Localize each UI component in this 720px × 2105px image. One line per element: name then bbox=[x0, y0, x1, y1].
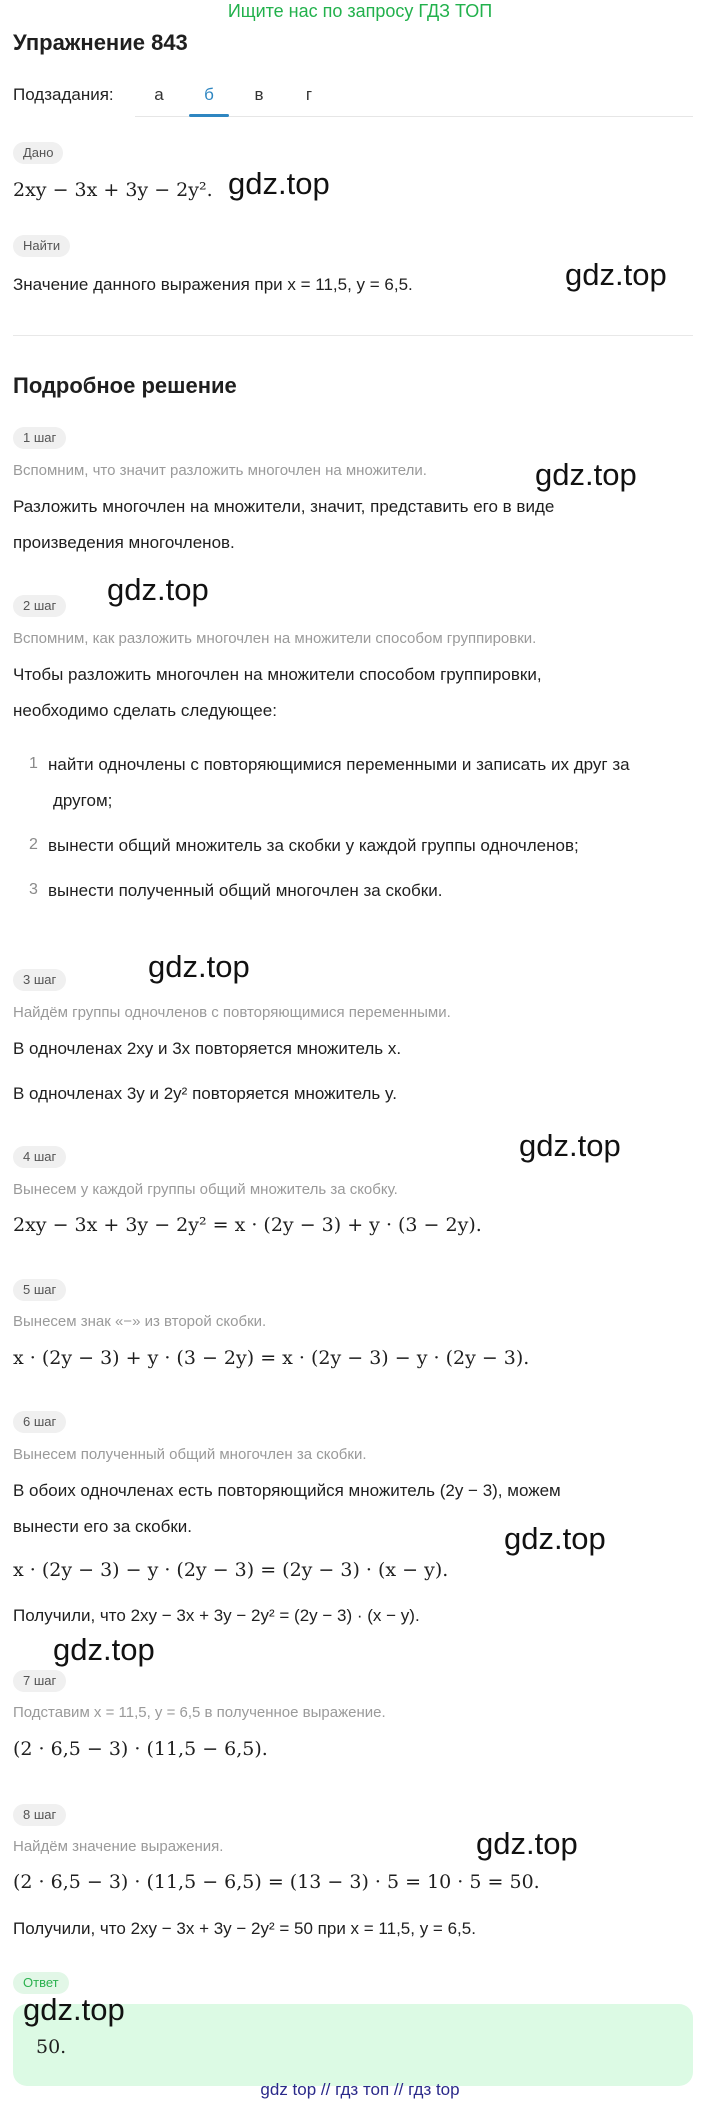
step-4-hint: Вынесем у каждой группы общий множитель за скобку. bbox=[13, 1181, 398, 1198]
step-8-badge: 8 шаг bbox=[13, 1804, 66, 1826]
list-number: 2 bbox=[29, 836, 38, 853]
given-expression: 2xy − 3x + 3y − 2y². bbox=[13, 179, 213, 201]
step-8-hint: Найдём значение выражения. bbox=[13, 1838, 224, 1855]
step-4-badge: 4 шаг bbox=[13, 1146, 66, 1168]
step-8-math: (2 · 6,5 − 3) · (11,5 − 6,5) = (13 − 3) · 5 = 10 · 5 = 50. bbox=[13, 1871, 540, 1893]
step-3-badge: 3 шаг bbox=[13, 969, 66, 991]
watermark: gdz.top bbox=[535, 457, 637, 492]
watermark: gdz.top bbox=[23, 1992, 125, 2027]
watermark: gdz.top bbox=[107, 572, 209, 607]
tab-b[interactable]: б bbox=[185, 74, 233, 116]
tab-a[interactable]: а bbox=[154, 85, 164, 104]
list-item-text: найти одночлены с повторяющимися переменными и записать их друг за bbox=[48, 755, 630, 774]
step-7-badge: 7 шаг bbox=[13, 1670, 66, 1692]
subtask-tabs bbox=[135, 74, 693, 117]
step-2-badge: 2 шаг bbox=[13, 595, 66, 617]
tab-g[interactable]: г bbox=[305, 85, 313, 104]
divider bbox=[13, 335, 693, 336]
step-1-hint: Вспомним, что значит разложить многочлен на множители. bbox=[13, 462, 427, 479]
tab-v[interactable]: в bbox=[254, 85, 264, 104]
step-6-hint: Вынесем полученный общий многочлен за скобки. bbox=[13, 1446, 367, 1463]
list-number: 1 bbox=[29, 755, 38, 772]
page-title: Упражнение 843 bbox=[13, 30, 188, 55]
step-5-hint: Вынесем знак «−» из второй скобки. bbox=[13, 1313, 267, 1330]
promo-banner[interactable]: Ищите нас по запросу ГДЗ ТОП bbox=[227, 1, 493, 21]
subtasks-label: Подзадания: bbox=[13, 85, 114, 104]
step-6-math: x · (2y − 3) − y · (2y − 3) = (2y − 3) · (x − y). bbox=[13, 1559, 449, 1581]
step-2-line-1: Чтобы разложить многочлен на множители способом группировки, bbox=[13, 665, 542, 684]
step-3-hint: Найдём группы одночленов с повторяющимися переменными. bbox=[13, 1004, 451, 1021]
list-item-text: вынести полученный общий многочлен за скобки. bbox=[48, 881, 443, 900]
step-3-line-2: В одночленах 3y и 2y² повторяется множитель y. bbox=[13, 1084, 397, 1103]
step-5-badge: 5 шаг bbox=[13, 1279, 66, 1301]
step-6-badge: 6 шаг bbox=[13, 1411, 66, 1433]
step-5-math: x · (2y − 3) + y · (3 − 2y) = x · (2y − 3) − y · (2y − 3). bbox=[13, 1347, 530, 1369]
step-7-math: (2 · 6,5 − 3) · (11,5 − 6,5). bbox=[13, 1738, 268, 1760]
watermark: gdz.top bbox=[148, 949, 250, 984]
given-badge: Дано bbox=[13, 142, 63, 164]
watermark: gdz.top bbox=[519, 1128, 621, 1163]
list-item-text: вынести общий множитель за скобки у каждой группы одночленов; bbox=[48, 836, 579, 855]
solution-title: Подробное решение bbox=[13, 373, 237, 398]
step-2-line-2: необходимо сделать следующее: bbox=[13, 701, 277, 720]
step-8-result: Получили, что 2xy − 3x + 3y − 2y² = 50 при x = 11,5, y = 6,5. bbox=[13, 1919, 476, 1938]
watermark: gdz.top bbox=[565, 257, 667, 292]
watermark: gdz.top bbox=[504, 1521, 606, 1556]
step-4-math: 2xy − 3x + 3y − 2y² = x · (2y − 3) + y · (3 − 2y). bbox=[13, 1214, 482, 1236]
find-text: Значение данного выражения при x = 11,5, y = 6,5. bbox=[13, 275, 413, 294]
step-3-line-1: В одночленах 2xy и 3x повторяется множитель x. bbox=[13, 1039, 402, 1058]
step-1-line-1: Разложить многочлен на множители, значит, представить его в виде bbox=[13, 497, 555, 516]
watermark: gdz.top bbox=[228, 166, 330, 201]
watermark: gdz.top bbox=[53, 1632, 155, 1667]
watermark: gdz.top bbox=[476, 1826, 578, 1861]
list-item-text-cont: другом; bbox=[53, 791, 113, 810]
step-2-hint: Вспомним, как разложить многочлен на множители способом группировки. bbox=[13, 630, 537, 647]
footer-links[interactable]: gdz top // гдз топ // гдз top bbox=[260, 2080, 460, 2099]
step-1-badge: 1 шаг bbox=[13, 427, 66, 449]
step-6-line-1: В обоих одночленах есть повторяющийся множитель (2y − 3), можем bbox=[13, 1481, 561, 1500]
step-1-line-2: произведения многочленов. bbox=[13, 533, 235, 552]
step-6-line-2: вынести его за скобки. bbox=[13, 1517, 193, 1536]
list-number: 3 bbox=[29, 881, 38, 898]
step-6-result: Получили, что 2xy − 3x + 3y − 2y² = (2y − 3) · (x − y). bbox=[13, 1606, 420, 1625]
step-7-hint: Подставим x = 11,5, y = 6,5 в полученное выражение. bbox=[13, 1704, 386, 1721]
answer-badge: Ответ bbox=[13, 1972, 69, 1994]
answer-value: 50. bbox=[36, 2036, 67, 2058]
find-badge: Найти bbox=[13, 235, 70, 257]
